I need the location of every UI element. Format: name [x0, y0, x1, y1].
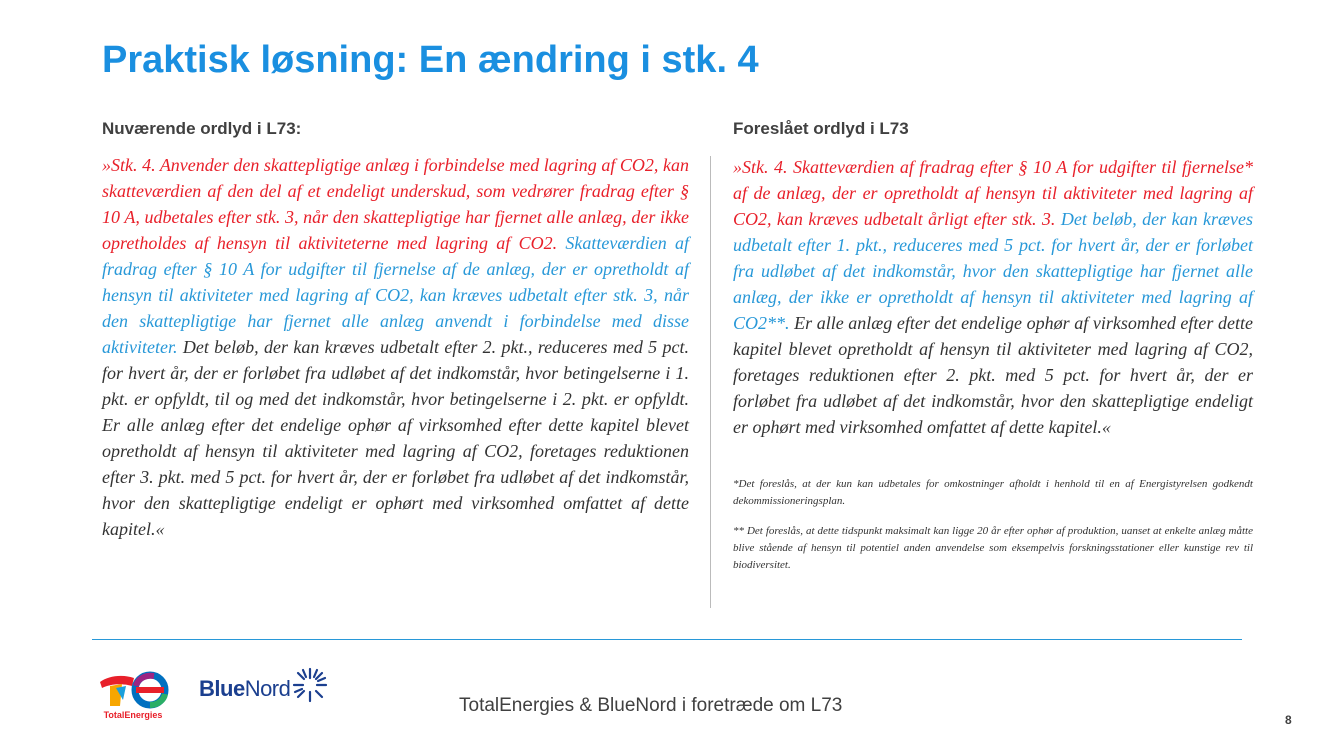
current-wording-text — [102, 152, 689, 542]
footer-divider — [92, 639, 1242, 640]
proposed-wording-segment-red: »Stk. 4. Skatteværdien af fradrag efter § 10 A for udgifter til fjernelse* af de anlæg, der er opretholdt af hensyn til aktiviteter med lagring af CO2, kan kræves udbetalt årligt efter stk. 3. — [733, 157, 1253, 229]
footnote-1: *Det foreslås, at der kun kan udbetales for omkostninger afholdt i henhold til en af Energistyrelsen godkendt dekommissioneringsplan. — [733, 478, 1253, 507]
proposed-wording-text — [733, 154, 1253, 440]
bluenord-star-icon — [292, 667, 328, 703]
bluenord-logo-blue: Blue — [199, 676, 245, 701]
page-number: 8 — [1285, 713, 1292, 727]
bluenord-logo-nord: Nord — [244, 676, 291, 701]
current-wording-heading: Nuværende ordlyd i L73: — [102, 119, 302, 138]
proposed-wording-segment-blue: Det beløb, der kan kræves udbetalt efter 1. pkt., reduceres med 5 pct. for hvert år, der er forløbet fra udløbet af det indkomstår, hvor den skattepligtige har fjernet alle anlæg, der ikke er opretholdt af hensyn til aktiviteter med lagring af CO2**. — [733, 209, 1253, 333]
proposed-wording-segment-dark: Er alle anlæg efter det endelige ophør af virksomhed efter dette kapitel blevet opretholdt af hensyn til aktiviteter med lagring af CO2, foretages reduktionen efter 2. pkt. med 5 pct. for hvert år, der er forløbet fra udløbet af det indkomstår, hvor den skattepligtige endeligt er ophørt med virksomhed omfattet af dette kapitel.« — [733, 313, 1253, 437]
totalenergies-logo — [96, 668, 170, 722]
footnote-2: ** Det foreslås, at dette tidspunkt maksimalt kan ligge 20 år efter ophør af produktion, uanset at enkelte anlæg måtte blive stående af hensyn til potentiel anden anvendelse som eksempelvis forskningsstationer eller kunstige rev til biodiversitet. — [733, 525, 1253, 571]
column-divider — [710, 156, 711, 608]
totalenergies-logo-icon — [96, 668, 170, 710]
footer-title: TotalEnergies & BlueNord i foretræde om L73 — [459, 695, 843, 716]
current-wording-segment-dark: Det beløb, der kan kræves udbetalt efter 2. pkt., reduceres med 5 pct. for hvert år, der er forløbet fra udløbet af det indkomstår, hvor betingelserne i 1. pkt. er opfyldt, til og med det indkomstår, hvor betingelserne i 2. pkt. er opfyldt. Er alle anlæg efter det endelige ophør af virksomhed efter dette kapitel blevet opretholdt af hensyn til aktiviteter med lagring af CO2, foretages reduktionen efter 3. pkt. med 5 pct. for hvert år, der er forløbet fra udløbet af det indkomstår, hvor den skattepligtige endeligt er ophørt med virksomhed omfattet af dette kapitel.« — [102, 337, 689, 539]
page-title: Praktisk løsning: En ændring i stk. 4 — [102, 39, 759, 81]
totalenergies-logo-text: TotalEnergies — [103, 710, 163, 720]
current-wording-segment-blue: Skatteværdien af fradrag efter § 10 A for udgifter til fjernelse af de anlæg, der er opretholdt af hensyn til aktiviteter med lagring af CO2, kan kræves udbetalt efter stk. 3, når den skattepligtige har fjernet alle anlæg anvendt i forbindelse med disse aktiviteter. — [102, 233, 689, 357]
current-wording-segment-red: »Stk. 4. Anvender den skattepligtige anlæg i forbindelse med lagring af CO2, kan skatteværdien af den del af et endeligt underskud, som vedrører fradrag efter § 10 A, udbetales efter stk. 3, når den skattepligtige har fjernet alle anlæg, der ikke opretholdes af hensyn til aktiviteterne med lagring af CO2. — [102, 155, 689, 253]
proposed-wording-heading: Foreslået ordlyd i L73 — [733, 119, 909, 138]
bluenord-logo — [199, 668, 328, 710]
